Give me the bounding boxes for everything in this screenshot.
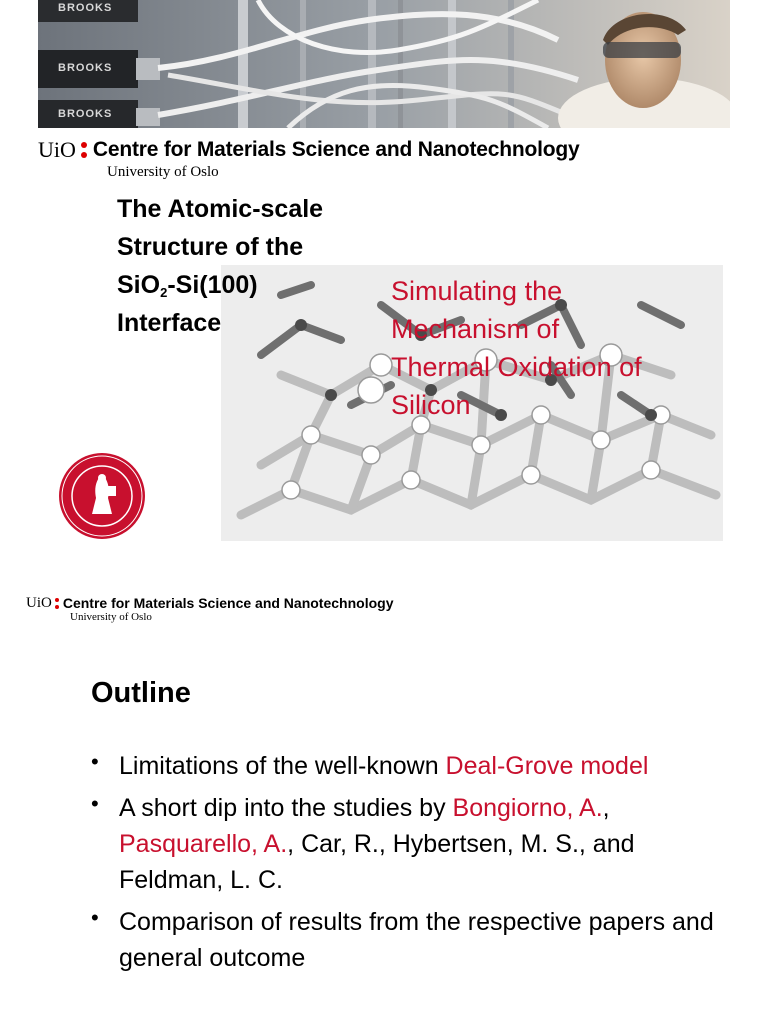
- talk-title-line-4: Interface: [117, 309, 222, 337]
- talk-subtitle: [391, 272, 731, 424]
- centre-name: Centre for Materials Science and Nanotechnology: [62, 595, 394, 611]
- university-seal-icon: [58, 452, 146, 540]
- equipment-label-1: BROOKS: [58, 2, 113, 14]
- uio-logo-text: UiO: [38, 137, 76, 162]
- outline-bullet-list: [91, 748, 731, 982]
- talk-title-line-2: Structure of the: [117, 233, 304, 261]
- equipment-label-2: BROOKS: [58, 62, 113, 74]
- university-name: University of Oslo: [107, 164, 219, 180]
- highlight-deal-grove: Deal-Grove model: [445, 752, 649, 780]
- bullet-item: • Comparison of results from the respective papers and general outcome: [91, 904, 731, 976]
- lab-photo-banner: [38, 0, 730, 128]
- uio-brand-header-small: [26, 594, 393, 612]
- talk-subtitle-line-4: Silicon: [391, 390, 471, 420]
- university-name: University of Oslo: [70, 611, 152, 623]
- uio-logo-text: UiO: [26, 594, 52, 611]
- talk-subtitle-line-2: Mechanism of: [391, 314, 560, 344]
- talk-subtitle-line-1: Simulating the: [391, 276, 563, 306]
- uio-brand-header: [38, 136, 579, 164]
- talk-title: [117, 190, 387, 342]
- outline-heading: Outline: [91, 677, 191, 709]
- talk-title-line-3: SiO$_2$-Si(100): [117, 271, 258, 300]
- equipment-label-3: BROOKS: [58, 108, 113, 120]
- lab-photo-image: [38, 0, 730, 128]
- uio-colon-icon: [81, 142, 87, 158]
- highlight-bongiorno: Bongiorno, A.: [452, 794, 603, 822]
- talk-subtitle-line-3: Thermal Oxidation of: [391, 352, 642, 382]
- outline-slide: [0, 580, 768, 1024]
- talk-title-line-1: The Atomic-scale: [117, 195, 324, 223]
- highlight-pasquarello: Pasquarello, A.: [119, 830, 288, 858]
- bullet-item: • Limitations of the well-known Deal-Grove model: [91, 748, 731, 784]
- uio-colon-icon: [55, 598, 59, 609]
- centre-name: Centre for Materials Science and Nanotechnology: [92, 138, 580, 161]
- bullet-item: • A short dip into the studies by Bongiorno, A., Pasquarello, A., Car, R., Hybertsen, M. S., and Feldman, L. C.: [91, 790, 731, 898]
